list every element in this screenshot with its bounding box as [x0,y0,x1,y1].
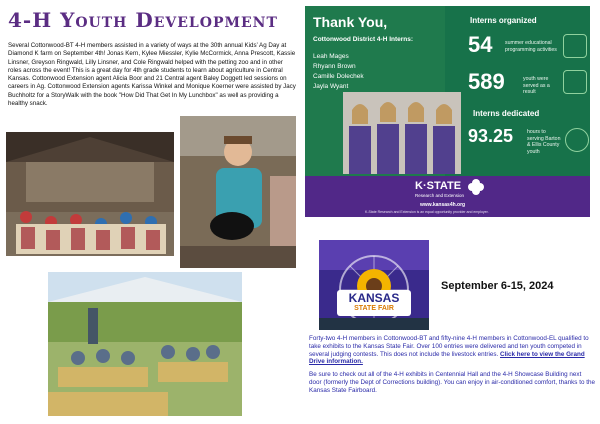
kstate-subtitle: Research and Extension [415,193,465,198]
kstate-logo: K·STATE [415,180,462,192]
interns-photo [343,92,461,174]
photo-outdoor-session [48,272,242,416]
fair-logo-subtitle: STATE FAIR [354,305,394,312]
kstate-banner [305,176,590,217]
clover-icon [467,178,485,196]
interns-dedicated-label: Interns dedicated [473,109,540,118]
website-link[interactable]: www.kansas4h.org [420,202,466,208]
interns-organized-label: Interns organized [470,16,537,25]
intern-name: Leah Mages [313,53,349,60]
photo-barn-gathering [6,132,174,256]
intro-paragraph: Several Cottonwood-BT 4-H members assisted in a variety of ways at the 30th annual Kids’ Ag Day at Diamond K farm on September 4th! Jonas Kern, Kylee Miessler, Kylie McCormick, Anna Prescott, Kassie Linsner, Greyson Ringwald, Lilly Linsner, and Cole Ringwald helped with the petting zoo and in other roles across the event! This is a great day for 4th grade students to learn about agriculture in Central Kansas. Cottonwood Extension agent Alicia Boor and 21 Central agent Baley Doggett led sessions on careers in Ag. Cottonwood Extension agents Karissa Winkel and Monique Koerner were assisted by Jacy Buchholtz for a StoryWalk with the book "How Did That Get In My Lunchbox" as well as providing a healthy snack. [8,42,296,108]
stat-hours-value: 93.25 [468,126,514,146]
stat-hours-desc: hours to serving Barton & Ellis County youth [527,129,561,155]
photo-youth-with-animal [180,116,296,268]
kansas-state-fair-logo [319,240,429,330]
disclaimer-text: K-State Research and Extension is an equal opportunity provider and employer. [365,210,489,214]
clock-icon [565,128,589,152]
grand-drive-link[interactable]: Click here to view the Grand Drive information. [309,350,585,366]
fair-qualifiers-text: Forty-two 4-H members in Cottonwood-BT and fifty-nine 4-H members in Cottonwood-EL qualified to take exhibits to the Kansas State Fair. Over 100 entries were delivered and ten youth competed in several judging contests. This does not include the livestock entries. [309,335,589,358]
handshake-icon [563,34,587,58]
page-title: 4-H Youth Development [8,8,278,32]
stat-activities-desc: summer educational programming activities [505,40,557,53]
district-label: Cottonwood District 4-H Interns: [313,36,414,43]
intern-name: Camille Dolechek [313,73,364,80]
thank-you-heading: Thank You, [313,14,388,30]
fair-logo-title: KANSAS [348,291,400,305]
fair-dates: September 6-15, 2024 [441,280,554,292]
intern-thank-you-panel [305,6,590,217]
fair-info-text [309,335,595,400]
stat-activities-value: 54 [468,32,493,57]
stat-youth-desc: youth were served as a result [523,76,550,95]
fair-paragraph-1 [309,335,595,366]
fair-paragraph-2: Be sure to check out all of the 4-H exhibits in Centennial Hall and the 4-H Showcase Building next door (formerly the Dept of Corrections building). You can enjoy in air-conditioned comfort, thanks to the Kansas State Fairboard. [309,371,595,394]
people-icon [563,70,587,94]
stat-youth-value: 589 [468,69,505,94]
intern-name: Rhyann Brown [313,63,356,70]
intern-name: Jayla Wyant [313,83,349,90]
